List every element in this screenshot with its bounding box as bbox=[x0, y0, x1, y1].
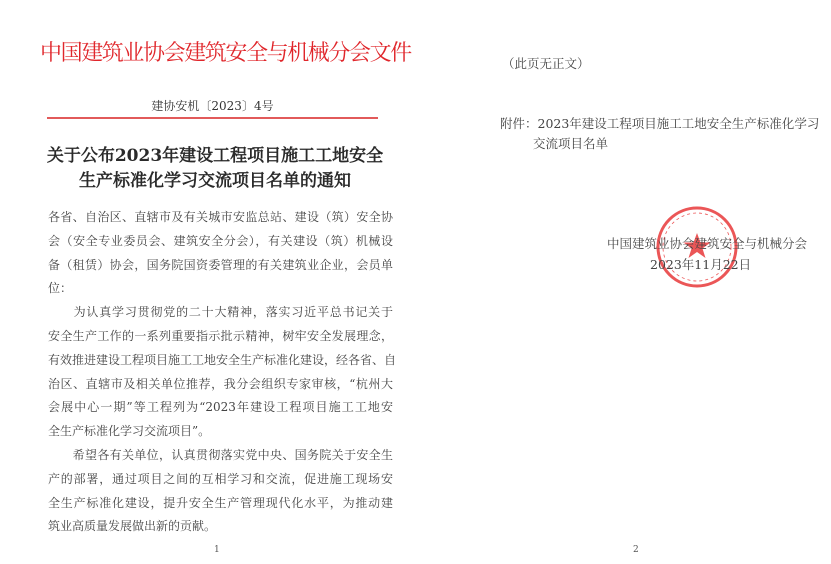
body-line: 治区、直辖市及相关单位推荐，我分会组织专家审核，“杭州大 bbox=[48, 376, 393, 391]
body-line: 会展中心一期”等工程列为“2023年建设工程项目施工工地安 bbox=[48, 400, 393, 415]
signature: 中国建筑业协会建筑安全与机械分会 bbox=[607, 236, 808, 251]
body-line: 为认真学习贯彻党的二十大精神，落实习近平总书记关于 bbox=[48, 305, 393, 320]
attachment-line-2: 交流项目名单 bbox=[533, 136, 609, 151]
body-line: 会（安全专业委员会、建筑安全分会），有关建设（筑）机械设 bbox=[48, 233, 393, 248]
document-number: 建协安机〔2023〕4号 bbox=[151, 99, 274, 113]
body-line: 各省、自治区、直辖市及有关城市安监总站、建设（筑）安全协 bbox=[48, 210, 393, 224]
header-divider bbox=[47, 117, 378, 119]
body-line: 安全生产工作的一系列重要指示批示精神，树牢安全发展理念， bbox=[48, 329, 393, 343]
body-line: 筑业高质量发展做出新的贡献。 bbox=[48, 519, 217, 534]
attachment-line-1: 附件：2023年建设工程项目施工工地安全生产标准化学习 bbox=[500, 116, 820, 131]
page-2 bbox=[420, 0, 831, 564]
document-header: 中国建筑业协会建筑安全与机械分会文件 bbox=[40, 41, 411, 66]
notice-title-line-2: 生产标准化学习交流项目名单的通知 bbox=[79, 171, 351, 191]
issue-date: 2023年11月22日 bbox=[650, 257, 752, 272]
notice-title-line-1: 关于公布2023年建设工程项目施工工地安全 bbox=[46, 146, 384, 166]
body-line: 全生产标准化建设，提升安全生产管理现代化水平，为推动建 bbox=[48, 495, 393, 510]
no-body-note: （此页无正文） bbox=[502, 56, 590, 71]
body-line: 全生产标准化学习交流项目”。 bbox=[48, 424, 211, 439]
body-line: 有效推进建设工程项目施工工地安全生产标准化建设，经各省、自 bbox=[48, 352, 397, 367]
body-line: 产的部署，通过项目之间的互相学习和交流，促进施工现场安 bbox=[48, 471, 393, 486]
body-line: 备（租赁）协会，国务院国资委管理的有关建筑业企业，会员单 bbox=[48, 257, 393, 272]
page-number: 1 bbox=[214, 545, 220, 555]
page-number: 2 bbox=[633, 545, 639, 555]
body-line: 希望各有关单位，认真贯彻落实党中央、国务院关于安全生 bbox=[48, 448, 393, 462]
body-line: 位： bbox=[48, 281, 73, 296]
